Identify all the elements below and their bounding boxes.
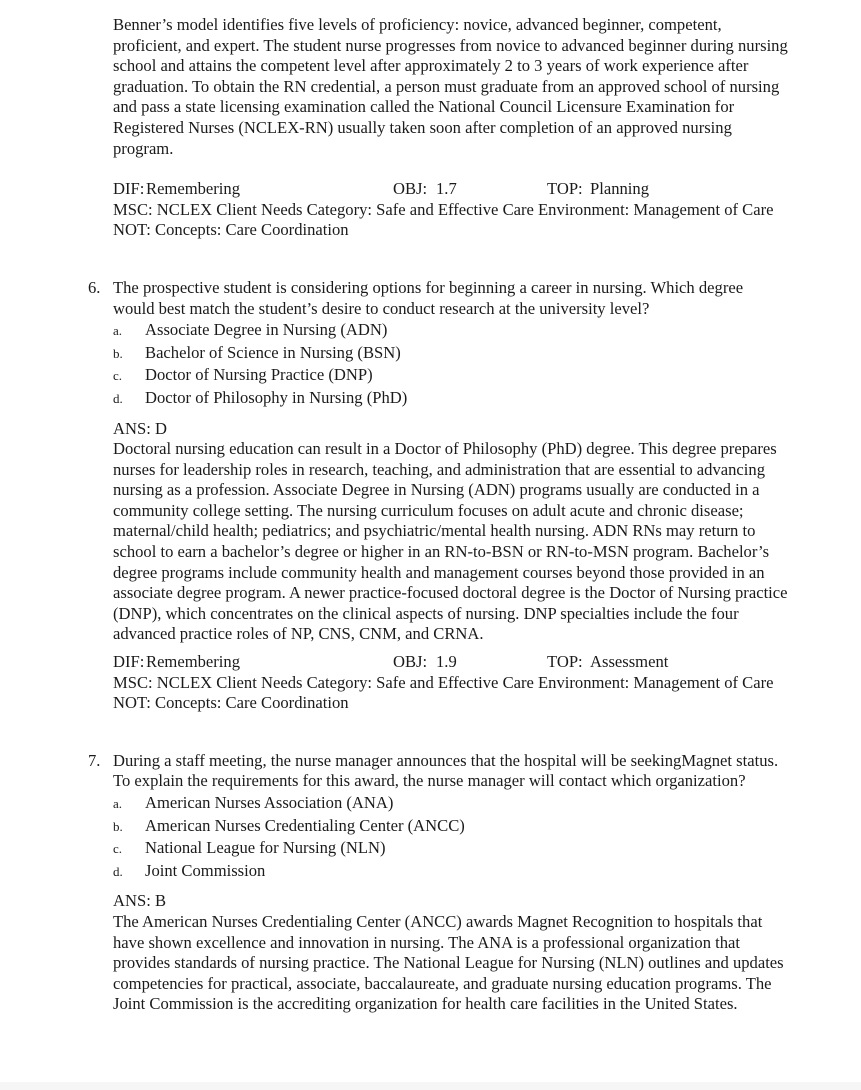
top-entry <box>547 652 668 673</box>
dif-entry <box>113 652 240 673</box>
option-a <box>113 792 788 815</box>
obj-entry <box>393 652 457 673</box>
question-6-answer: ANS: D <box>113 418 167 438</box>
msc-line: MSC: NCLEX Client Needs Category: Safe and Effective Care Environment: Management of Care <box>113 199 774 219</box>
option-d-text: Joint Commission <box>145 860 266 880</box>
option-c-text: National League for Nursing (NLN) <box>145 838 386 858</box>
option-b-letter: b. <box>113 818 123 834</box>
option-b-letter: b. <box>113 345 123 361</box>
obj-label: OBJ: <box>393 179 428 199</box>
option-d <box>113 860 788 883</box>
option-d <box>113 387 788 410</box>
option-a-text: Associate Degree in Nursing (ADN) <box>145 320 388 340</box>
question-7-number: 7. <box>88 750 101 770</box>
dif-obj-top-line <box>113 652 788 673</box>
not-line: NOT: Concepts: Care Coordination <box>113 693 349 713</box>
option-c-text: Doctor of Nursing Practice (DNP) <box>145 365 373 385</box>
top-value: Planning <box>590 179 650 199</box>
obj-value: 1.9 <box>436 652 457 672</box>
top-label: TOP: <box>547 652 583 672</box>
option-b-text: American Nurses Credentialing Center (ANCC) <box>145 815 465 835</box>
question-6-number: 6. <box>88 277 101 297</box>
dif-value: Remembering <box>146 652 241 672</box>
question-6-metadata-block <box>113 652 788 714</box>
dif-label: DIF: <box>113 652 145 672</box>
question-7-text: During a staff meeting, the nurse manager announces that the hospital will be seekingMagnet status. To explain the requirements for this award, the nurse manager will contact which organization? <box>113 750 779 791</box>
obj-label: OBJ: <box>393 652 428 672</box>
option-c <box>113 364 788 387</box>
question-6-options <box>113 319 788 409</box>
option-c-letter: c. <box>113 841 123 857</box>
page-bottom-edge <box>0 1082 861 1090</box>
question-6-text: The prospective student is considering options for beginning a career in nursing. Which degree would best match the student’s desire to conduct research at the university level? <box>113 277 744 318</box>
option-a <box>113 319 788 342</box>
question-7-answer: ANS: B <box>113 891 167 911</box>
question5-metadata-block <box>113 179 788 241</box>
dif-obj-top-line <box>113 179 788 200</box>
question-6-body <box>113 278 788 714</box>
dif-entry <box>113 179 240 200</box>
option-c-letter: c. <box>113 368 123 384</box>
msc-line: MSC: NCLEX Client Needs Category: Safe and Effective Care Environment: Management of Care <box>113 672 774 692</box>
option-b <box>113 815 788 838</box>
top-value: Assessment <box>590 652 669 672</box>
option-c <box>113 837 788 860</box>
obj-entry <box>393 179 457 200</box>
dif-value: Remembering <box>146 179 241 199</box>
option-a-text: American Nurses Association (ANA) <box>145 793 394 812</box>
option-d-text: Doctor of Philosophy in Nursing (PhD) <box>145 387 408 407</box>
question-7-options <box>113 792 788 882</box>
option-a-letter: a. <box>113 796 123 811</box>
dif-label: DIF: <box>113 179 145 199</box>
question-7 <box>88 750 788 1015</box>
option-b-text: Bachelor of Science in Nursing (BSN) <box>145 342 401 362</box>
option-d-letter: d. <box>113 863 123 879</box>
question5-rationale-text: Benner’s model identifies five levels of proficiency: novice, advanced beginner, competent, proficient, and expert. The student nurse progresses from novice to advanced beginner during nursing school and attains the competent level after approximately 2 to 3 years of work experience after graduation. To obtain the RN credential, a person must graduate from an approved school of nursing and pass a state licensing examination called the National Council Licensure Examination for Registered Nurses (NCLEX-RN) usually taken soon after completion of an approved nursing program. <box>113 15 788 158</box>
question-7-body <box>113 751 788 1015</box>
top-entry <box>547 179 649 200</box>
option-a-letter: a. <box>113 323 123 339</box>
question-6 <box>88 277 788 714</box>
option-b <box>113 342 788 365</box>
top-label: TOP: <box>547 179 583 199</box>
not-line: NOT: Concepts: Care Coordination <box>113 220 349 240</box>
option-d-letter: d. <box>113 390 123 406</box>
question-6-rationale-text: Doctoral nursing education can result in a Doctor of Philosophy (PhD) degree. This degree prepares nurses for leadership roles in research, teaching, and administration that are essential to advancing nursing as a profession. Associate Degree in Nursing (ADN) programs usually are conducted in a community college setting. The nursing curriculum focuses on adult acute and chronic disease; maternal/child health; pediatrics; and psychiatric/mental health nursing. ADN RNs may return to school to earn a bachelor’s degree or higher in an RN-to-BSN or RN-to-MSN program. Bachelor’s degree programs include community health and management courses beyond those provided in an associate degree program. A newer practice-focused doctoral degree is the Doctor of Nursing practice (DNP), which concentrates on the clinical aspects of nursing. DNP specialties include the four advanced practice roles of NP, CNS, CNM, and CRNA. <box>113 439 788 644</box>
question-7-rationale-text: The American Nurses Credentialing Center (ANCC) awards Magnet Recognition to hospitals that have shown excellence and innovation in nursing. The ANA is a professional organization that provides standards of nursing practice. The National League for Nursing (NLN) outlines and updates competencies for practical, associate, baccalaureate, and graduate nursing education programs. The Joint Commission is the accrediting organization for health care facilities in the United States. <box>113 911 784 1014</box>
obj-value: 1.7 <box>436 179 457 199</box>
